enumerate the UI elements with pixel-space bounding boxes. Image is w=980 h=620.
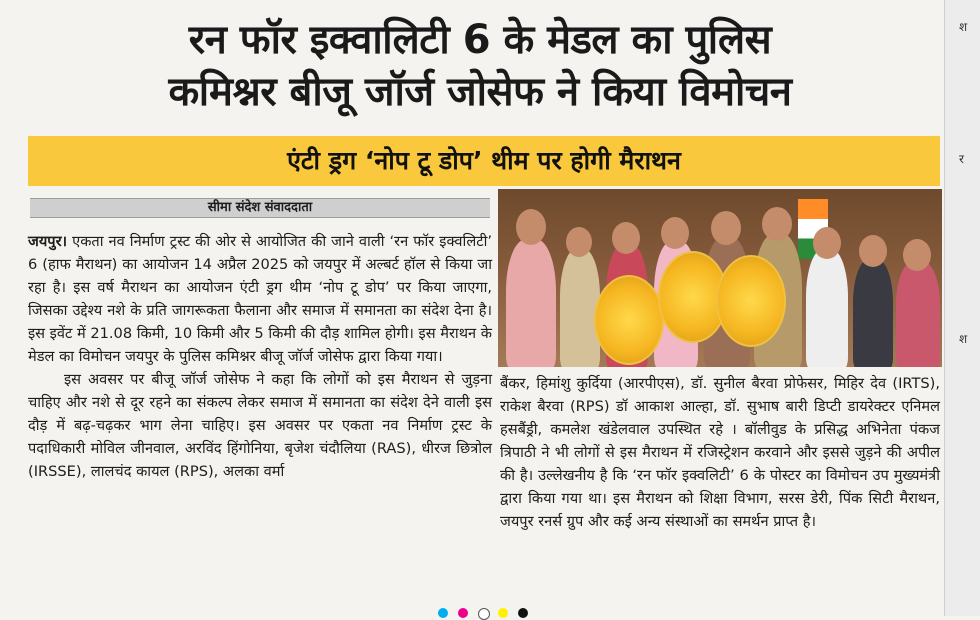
person-head bbox=[762, 207, 792, 241]
registration-mark-icon bbox=[478, 608, 490, 620]
person-head bbox=[859, 235, 887, 267]
paragraph-1 bbox=[28, 230, 492, 368]
margin-char: श bbox=[959, 332, 968, 346]
person-head bbox=[711, 211, 741, 245]
medal-poster bbox=[716, 255, 786, 347]
medal-poster bbox=[594, 275, 664, 365]
registration-dot-black bbox=[518, 608, 528, 618]
paragraph-3: बैंकर, हिमांशु कुर्दिया (आरपीएस), डॉ. सुनील बैरवा प्रोफेसर, मिहिर देव (IRTS), राकेश बैरवा (RPS) डॉ आकाश आल्हा, डॉ. सुभाष बारी डिप्टी डायरेक्टर एनिमल हसबैंड्री, कमलेश खंडेलवाल उपस्थित रहे । बॉलीवुड के प्रसिद्ध अभिनेता पंकज त्रिपाठी ने भी लोगों से इस मैराथन में रजिस्ट्रेशन करवाने और इससे जुड़ने की अपील की है। उल्लेखनीय है कि ‘रन फॉर इक्वलिटी’ 6 के पोस्टर का विमोचन उप मुख्यमंत्री द्वारा किया गया था। इस मैराथन को शिक्षा विभाग, सरस डेरी, पिंक सिटी मैराथन, जयपुर रनर्स ग्रुप और कई अन्य संस्थाओं का समर्थन प्राप्त है। bbox=[500, 375, 940, 530]
person-head bbox=[903, 239, 931, 271]
dateline: जयपुर। bbox=[28, 233, 68, 250]
headline-line-2: कमिश्नर बीजू जॉर्ज जोसेफ ने किया विमोचन bbox=[168, 69, 792, 115]
margin-char: श bbox=[959, 20, 968, 34]
paragraph-1-text: एकता नव निर्माण ट्रस्ट की ओर से आयोजित की जाने वाली ‘रन फॉर इक्वलिटी’ 6 (हाफ मैराथन) का आयोजन 14 अप्रैल 2025 को जयपुर में अल्बर्ट हॉल से किया जा रहा है। इस वर्ष मैराथन का आयोजन एंटी ड्रग थीम ‘नोप टू डोप’ पर किया जाएगा, जिसका उद्देश्य नशे के प्रति जागरूकता फैलाना और समाज में समानता का संदेश देना है। इस इवेंट में 21.08 किमी, 10 किमी और 5 किमी की दौड़ शामिल होगी। इस मैराथन के मेडल का विमोचन जयपुर के पुलिस कमिश्नर बीजू जॉर्ज जोसेफ द्वारा किया गया। bbox=[28, 233, 492, 365]
article-column-right bbox=[500, 372, 940, 533]
person-figure bbox=[896, 261, 940, 367]
adjacent-column-edge bbox=[944, 0, 980, 616]
registration-dot-yellow bbox=[498, 608, 508, 618]
person-head bbox=[566, 227, 592, 257]
registration-dot-magenta bbox=[458, 608, 468, 618]
event-photo bbox=[498, 189, 942, 367]
article-column-left bbox=[28, 230, 492, 483]
person-figure bbox=[560, 249, 600, 367]
subheadline-banner: एंटी ड्रग ‘नोप टू डोप’ थीम पर होगी मैराथन bbox=[28, 136, 940, 186]
margin-char: र bbox=[959, 152, 964, 166]
person-head bbox=[516, 209, 546, 245]
registration-dot-cyan bbox=[438, 608, 448, 618]
headline-line-1: रन फॉर इक्वालिटी 6 के मेडल का पुलिस bbox=[188, 17, 772, 63]
person-figure bbox=[853, 259, 893, 367]
person-figure bbox=[506, 239, 556, 367]
person-figure bbox=[806, 249, 848, 367]
person-head bbox=[612, 222, 640, 254]
person-head bbox=[661, 217, 689, 249]
person-head bbox=[813, 227, 841, 259]
paragraph-2: इस अवसर पर बीजू जॉर्ज जोसेफ ने कहा कि लोगों को इस मैराथन से जुड़ना चाहिए और नशे से दूर रहने का संकल्प लेकर समाज में समानता का संदेश देने वाली इस दौड़ में बढ़-चढ़कर भाग लेना चाहिए। इस अवसर पर एकता नव निर्माण ट्रस्ट के पदाधिकारी मोविल जीनवाल, अरविंद हिंगोनिया, बृजेश चंदौलिया (RAS), धीरज छित्रोल (IRSSE), लालचंद कायल (RPS), अलका वर्मा bbox=[28, 371, 492, 480]
byline: सीमा संदेश संवाददाता bbox=[30, 198, 490, 218]
